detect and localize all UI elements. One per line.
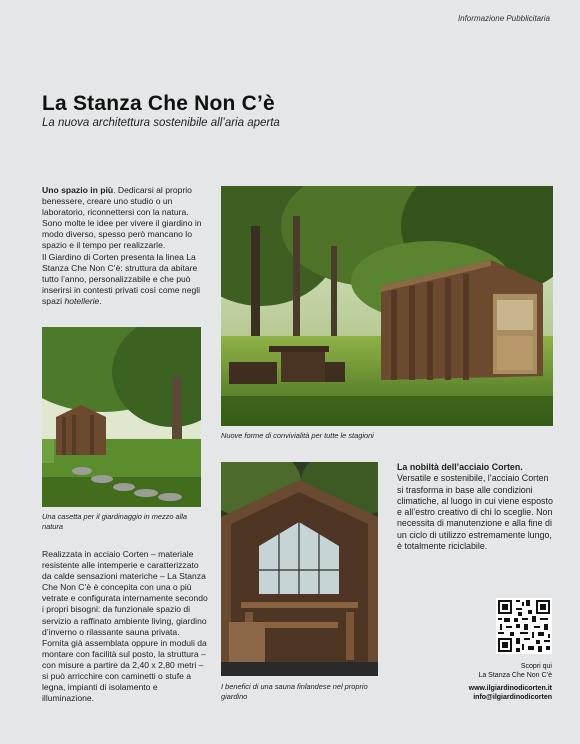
sauna-caption: I benefici di una sauna finlandese nel proprio giardino (221, 682, 368, 701)
corten-title: La nobiltà dell’acciaio Corten. (397, 462, 523, 472)
page-title: La Stanza Che Non C’è (42, 92, 275, 115)
garden-shed-photo (42, 327, 201, 507)
intro-period: . (99, 295, 102, 306)
cta-line-2: La Stanza Che Non C’è (478, 672, 552, 679)
garden-shed-caption: Una casetta per il giardinaggio in mezzo alla natura (42, 512, 188, 531)
intro-text (42, 185, 205, 307)
email-link[interactable]: info@ilgiardinodicorten (473, 694, 552, 701)
main-photo (221, 186, 553, 426)
sauna-photo (221, 462, 378, 676)
intro-text-2: Il Giardino di Corten presenta la linea La Stanza Che Non C’è: struttura da abitare tutto l’anno, personalizzabile e che può inserirsi in contesti privati così come negli spazi (42, 251, 201, 306)
corten-block (397, 462, 557, 552)
page-subtitle: La nuova architettura sostenibile all’aria aperta (42, 117, 280, 129)
website-link[interactable]: www.ilgiardinodicorten.it (468, 685, 552, 692)
qr-code-icon[interactable] (496, 598, 552, 654)
intro-hotellerie: hotellerie (64, 295, 100, 306)
intro-lead: Uno spazio in più (42, 185, 114, 195)
advertising-label: Informazione Pubblicitaria (457, 14, 550, 23)
body-text: Realizzata in acciaio Corten – materiale resistente alle intemperie e caratterizzato da calde sensazioni materiche – La Stanza Che Non C’è è concepita con una o più vetrate e configurata internamente secondo i propri bisogni: da funzionale spazio di servizio a raffinato ambiente living, giardino d’inverno o rilassante sauna privata. Fornita già assemblata oppure in moduli da montare con facilità sul posto, la struttura – con misure a partire da 2,40 x 2,80 metri – si può arricchire con caminetti o stufe a legna, impianti di isolamento e illuminazione. (42, 549, 208, 704)
cta-contacts (469, 684, 552, 702)
main-photo-caption: Nuove forme di convivialità per tutte le stagioni (221, 431, 374, 440)
corten-text: Versatile e sostenibile, l’acciaio Corten si trasforma in base alle condizioni climatiche, al luogo in cui viene esposto e all’estro creativo di chi lo sceglie. Non necessita di manutenzione e alla fine di un ciclo di utilizzo estremamente lungo, è totalmente riciclabile. (397, 473, 553, 552)
intro-text-1: . Dedicarsi al proprio benessere, creare uno studio o un laboratorio, riconnettersi con la natura. Sono molte le idee per vivere il giardino in modo diverso, spesso però mancano lo spazio e il tempo per realizzarle. (42, 185, 202, 251)
cta-text (478, 662, 552, 680)
cta-line-1: Scopri qui (520, 663, 552, 670)
